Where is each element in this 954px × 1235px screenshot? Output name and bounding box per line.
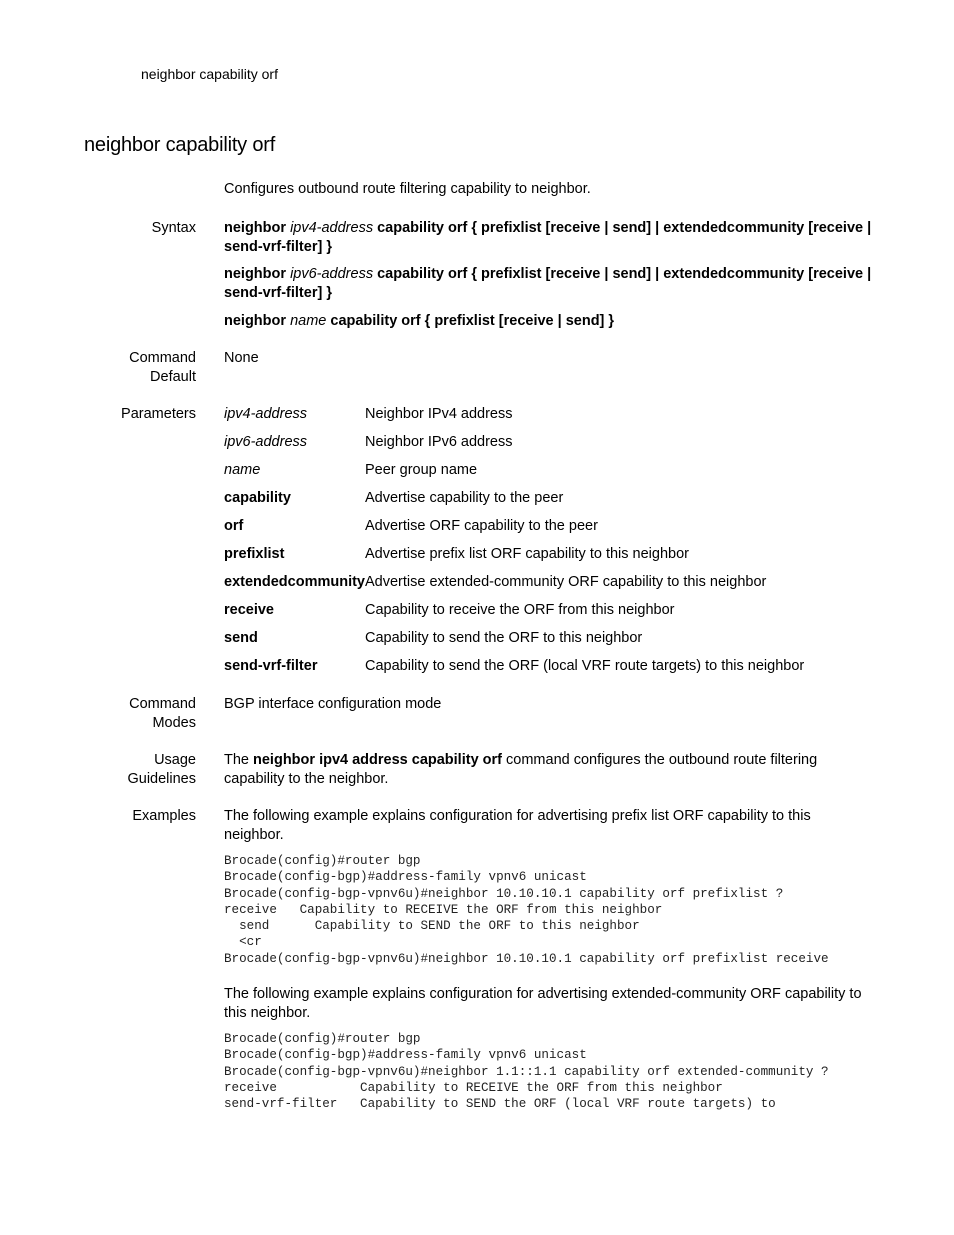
label-line: Modes (152, 715, 196, 731)
parameter-description: Capability to send the ORF to this neighbor (365, 630, 643, 646)
syntax-keyword: neighbor (224, 266, 287, 282)
description-text: Configures outbound route filtering capability to neighbor. (224, 181, 591, 197)
label-line: Command (129, 350, 196, 366)
parameter-row (224, 545, 874, 564)
syntax-rest-continued: send-vrf-filter] } (224, 285, 332, 301)
parameter-row (224, 461, 874, 480)
command-modes-label (129, 695, 196, 733)
parameter-description: Capability to receive the ORF from this neighbor (365, 602, 675, 618)
code-block-1: Brocade(config)#router bgp Brocade(config-bgp)#address-family vpnv6 unicast Brocade(config-bgp-vpnv6u)#neighbor 10.10.10.1 capability orf prefixlist ? receive Capability to RECEIVE the ORF from this neighbor send Capability to SEND the ORF to this neighbor <cr Brocade(config-bgp-vpnv6u)#neighbor 10.10.10.1 capability orf prefixlist receive (224, 854, 829, 966)
usage-command: neighbor ipv4 address capability orf (253, 752, 502, 768)
usage-text: command configures the outbound route filtering (502, 752, 818, 768)
syntax-keyword: neighbor (224, 220, 287, 236)
parameter-name: name (224, 462, 261, 478)
syntax-label: Syntax (151, 220, 196, 236)
parameters-label: Parameters (121, 406, 196, 422)
examples-label: Examples (132, 808, 196, 824)
parameter-name: ipv4-address (224, 406, 308, 422)
label-line: Usage (154, 752, 196, 768)
parameter-name: ipv6-address (224, 434, 308, 450)
parameter-name: extendedcommunity (224, 574, 365, 590)
parameter-description: Advertise extended-community ORF capability to this neighbor (365, 574, 767, 590)
code-block-2: Brocade(config)#router bgp Brocade(config-bgp)#address-family vpnv6 unicast Brocade(config-bgp-vpnv6u)#neighbor 1.1::1.1 capability orf extended-community ? receive Capability to RECEIVE the ORF from this neighbor send-vrf-filter Capability to SEND the ORF (local VRF route targets) to (224, 1032, 829, 1112)
parameter-row (224, 517, 874, 536)
syntax-argument: ipv4-address (290, 220, 374, 236)
parameter-row (224, 489, 874, 508)
usage-guidelines-text (224, 751, 874, 789)
example-intro-line: this neighbor. (224, 1005, 311, 1021)
syntax-argument: ipv6-address (290, 266, 374, 282)
syntax-argument: name (290, 313, 327, 329)
parameter-description: Advertise ORF capability to the peer (365, 518, 598, 534)
syntax-keyword: neighbor (224, 313, 287, 329)
syntax-rest: capability orf { prefixlist [receive | send] | extendedcommunity [receive | (377, 220, 872, 236)
parameter-row (224, 601, 874, 620)
parameter-row (224, 405, 874, 424)
parameter-name: capability (224, 490, 291, 506)
parameter-description: Peer group name (365, 462, 478, 478)
parameter-description: Neighbor IPv6 address (365, 434, 513, 450)
parameter-name: prefixlist (224, 546, 285, 562)
parameter-row (224, 629, 874, 648)
syntax-rest-continued: send-vrf-filter] } (224, 239, 332, 255)
usage-guidelines-label (127, 751, 196, 789)
parameter-name: send-vrf-filter (224, 658, 318, 674)
parameter-description: Advertise prefix list ORF capability to this neighbor (365, 546, 689, 562)
parameter-row (224, 657, 874, 676)
parameter-row (224, 433, 874, 452)
syntax-rest: capability orf { prefixlist [receive | send] | extendedcommunity [receive | (377, 266, 872, 282)
parameter-name: orf (224, 518, 244, 534)
command-default-label (129, 349, 196, 387)
command-default-value: None (224, 350, 259, 366)
page-title: neighbor capability orf (84, 134, 276, 156)
usage-text: The (224, 752, 254, 768)
example-intro-1 (224, 807, 874, 845)
example-intro-2 (224, 985, 884, 1023)
command-modes-value: BGP interface configuration mode (224, 696, 442, 712)
syntax-line-2 (224, 265, 874, 303)
syntax-rest: capability orf { prefixlist [receive | send] } (330, 313, 615, 329)
label-line: Default (150, 369, 196, 385)
label-line: Guidelines (127, 771, 196, 787)
parameter-name: receive (224, 602, 274, 618)
usage-text: capability to the neighbor. (224, 771, 389, 787)
parameter-row (224, 573, 874, 592)
example-intro-line: neighbor. (224, 827, 284, 843)
syntax-line-3 (224, 312, 874, 331)
parameter-name: send (224, 630, 258, 646)
parameter-description: Neighbor IPv4 address (365, 406, 513, 422)
running-header: neighbor capability orf (141, 66, 278, 82)
example-intro-line: The following example explains configuration for advertising prefix list ORF capability to this (224, 808, 811, 824)
example-intro-line: The following example explains configuration for advertising extended-community ORF capability to (224, 986, 862, 1002)
parameter-description: Capability to send the ORF (local VRF route targets) to this neighbor (365, 658, 805, 674)
parameter-description: Advertise capability to the peer (365, 490, 564, 506)
label-line: Command (129, 696, 196, 712)
syntax-line-1 (224, 219, 874, 257)
